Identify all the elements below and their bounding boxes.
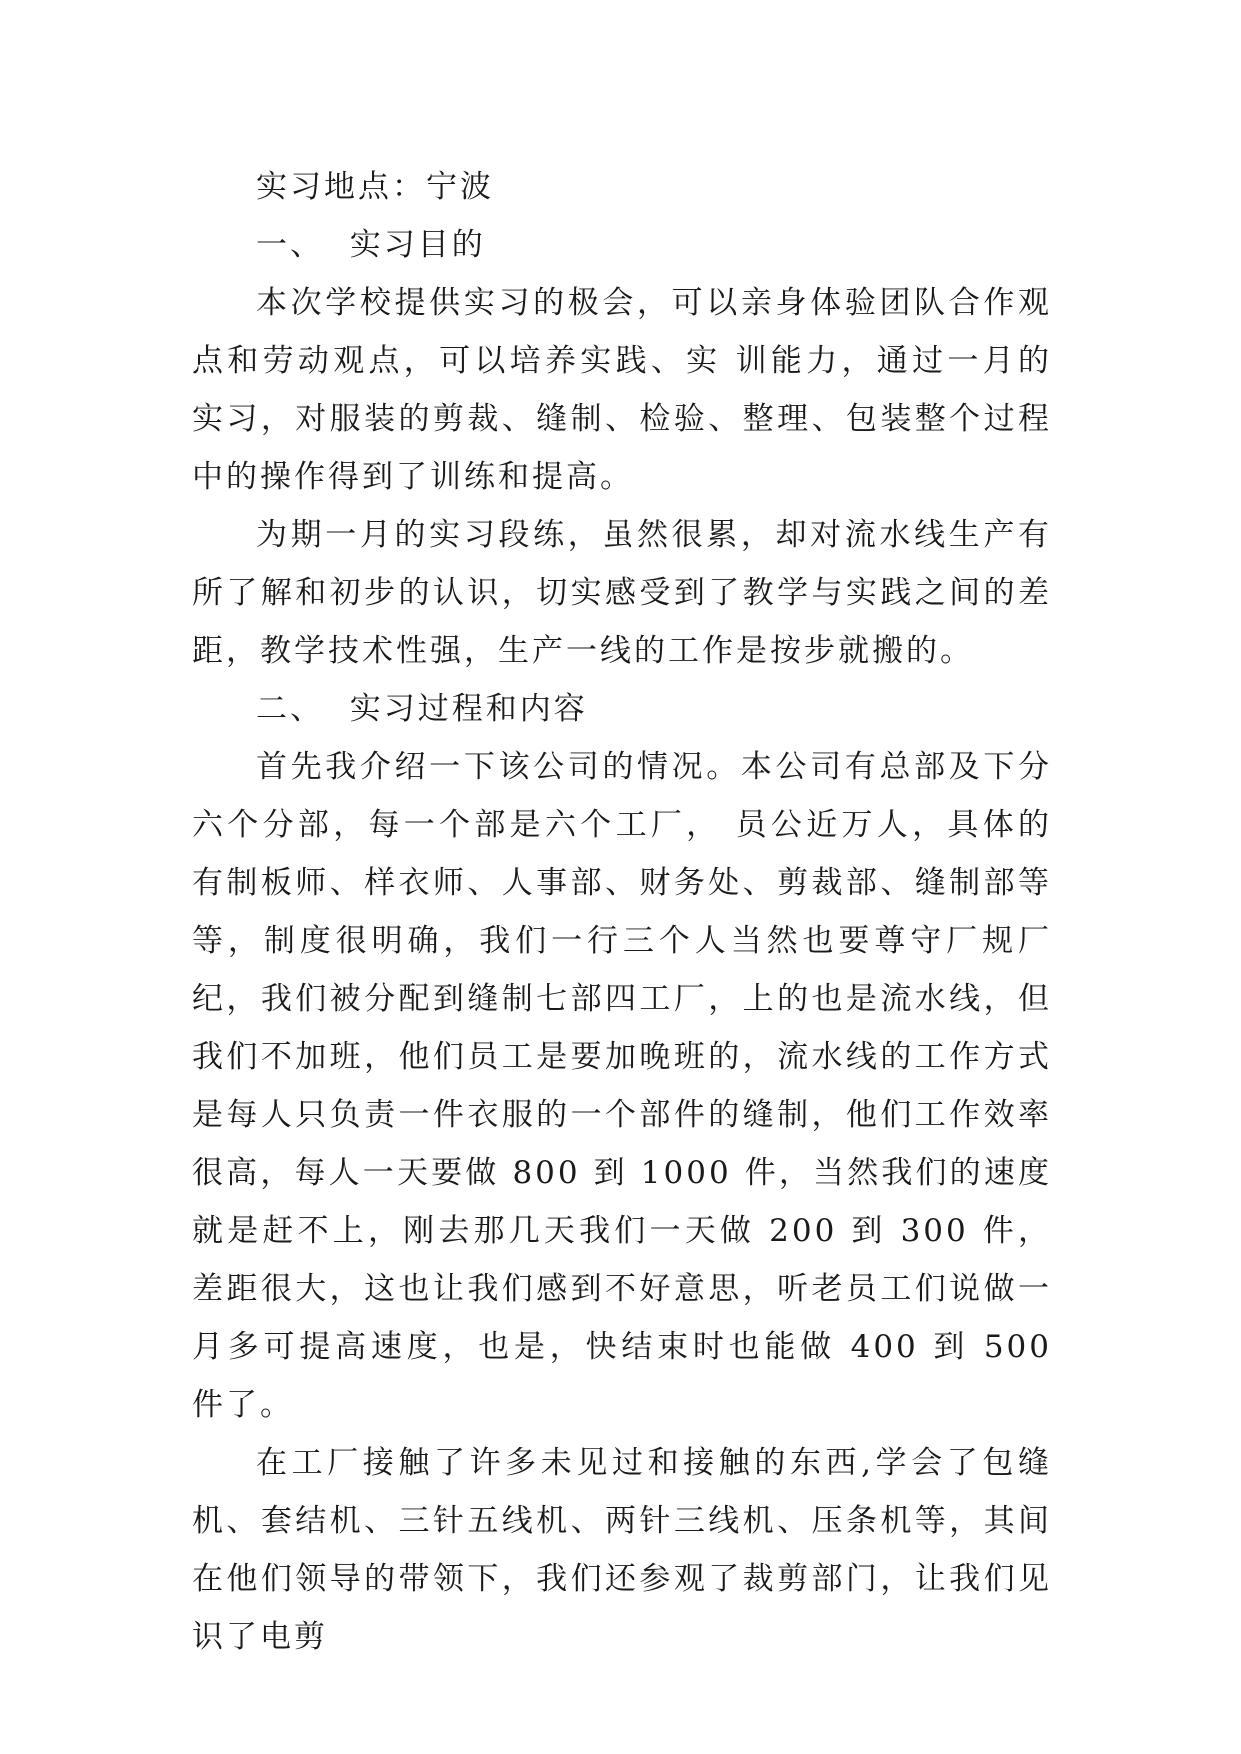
section-heading-purpose: 一、 实习目的 — [256, 227, 486, 263]
location-line: 实习地点：宁波 — [256, 169, 494, 205]
paragraph-purpose-1: 本次学校提供实习的极会，可以亲身体验团队合作观点和劳动观点，可以培养实践、实 训能力，通过一月的实习，对服装的剪裁、缝制、检验、整理、包装整个过程中的操作得到了训练和提高。 — [192, 285, 1052, 495]
document-body — [192, 158, 1052, 1666]
section-heading-process: 二、 实习过程和内容 — [256, 691, 588, 727]
paragraph-purpose-2: 为期一月的实习段练，虽然很累，却对流水线生产有所了解和初步的认识，切实感受到了教学与实践之间的差距，教学技术性强，生产一线的工作是按步就搬的。 — [192, 517, 1052, 669]
paragraph-process-1: 首先我介绍一下该公司的情况。本公司有总部及下分六个分部，每一个部是六个工厂， 员公近万人，具体的有制板师、样衣师、人事部、财务处、剪裁部、缝制部等等，制度很明确，我们一行三个人当然也要尊守厂规厂纪，我们被分配到缝制七部四工厂，上的也是流水线，但我们不加班，他们员工是要加晚班的，流水线的工作方式是每人只负责一件衣服的一个部件的缝制，他们工作效率很高，每人一天要做 800 到 1000 件，当然我们的速度就是赶不上，刚去那几天我们一天做 200 到 300 件，差距很大，这也让我们感到不好意思，听老员工们说做一月多可提高速度，也是，快结束时也能做 400 到 500 件了。 — [192, 749, 1052, 1423]
paragraph-process-2: 在工厂接触了许多未见过和接触的东西,学会了包缝机、套结机、三针五线机、两针三线机、压条机等，其间在他们领导的带领下，我们还参观了裁剪部门，让我们见识了电剪 — [192, 1445, 1052, 1655]
